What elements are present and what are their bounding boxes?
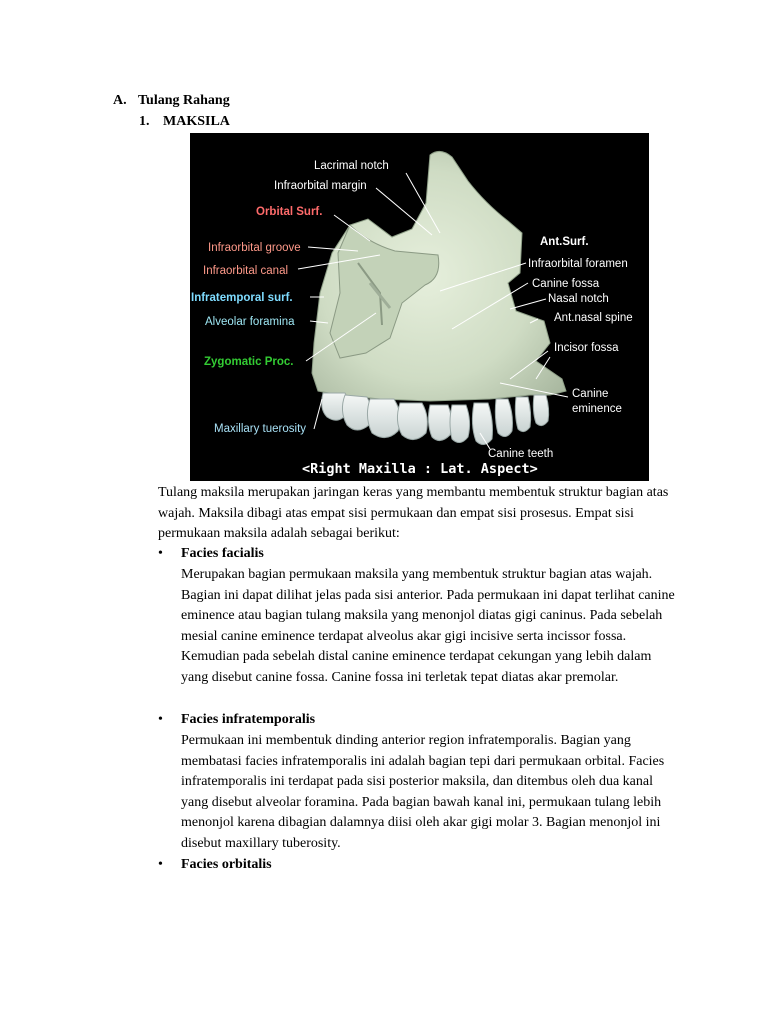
bullet-facies-infratemporalis [158,710,315,731]
maxilla-illustration [190,133,649,481]
bullet-symbol: • [158,712,163,727]
label-canine: Canine [572,388,609,400]
maxilla-figure [190,133,649,481]
label-infraorbital-margin: Infraorbital margin [274,180,367,192]
label-nasal-notch: Nasal notch [548,293,609,305]
label-ant-surf: Ant.Surf. [540,236,589,248]
label-maxillary-tuerosity: Maxillary tuerosity [214,423,307,435]
label-infratemporal-surf: Infratemporal surf. [191,292,293,304]
bullet-title: Facies infratemporalis [181,712,316,727]
bullet-facies-orbitalis [158,855,272,876]
label-canine-fossa: Canine fossa [532,278,600,290]
bullet-symbol: • [158,857,163,872]
section-heading [113,93,230,109]
bullet-title: Facies orbitalis [181,857,272,872]
bullet-symbol: • [158,546,163,561]
label-lacrimal-notch: Lacrimal notch [314,160,389,172]
intro-paragraph: Tulang maksila merupakan jaringan keras yang membantu membentuk struktur bagian atas wajah. Maksila dibagi atas empat sisi permukaan dan empat sisi prosesus. Empat sisi permukaan maksila adalah sebagai berikut: [158,485,669,542]
label-canine-teeth: Canine teeth [488,448,554,460]
subsection-number: 1. [139,114,150,129]
bullet-paragraph: Permukaan ini membentuk dinding anterior region infratemporalis. Bagian yang membatasi facies infratemporalis ini adalah bagian tepi dari permukaan orbital. Facies infratemporalis ini terdapat pada sisi posterior maksila, dan ditembus oleh dua kanal yang disebut alveolar foramina. Pada bagian bawah kanal ini, permukaan tulang lebih menonjol karena dibagian dalamnya diisi oleh akar gigi molar 3. Bagian menonjol ini disebut maxillary tuberosity. [181,733,665,851]
label-incisor-fossa: Incisor fossa [554,342,619,354]
label-alveolar-foramina: Alveolar foramina [205,316,295,328]
subsection-title: MAKSILA [163,114,230,129]
label-ant-nasal-spine: Ant.nasal spine [554,312,633,324]
bullet-facies-facialis [158,544,264,565]
label-zygomatic-proc: Zygomatic Proc. [204,356,294,368]
label-infraorbital-canal: Infraorbital canal [203,265,289,277]
section-title: Tulang Rahang [138,93,230,108]
bullet-paragraph: Merupakan bagian permukaan maksila yang membentuk struktur bagian atas wajah. Bagian ini dapat dilihat jelas pada sisi anterior. Pada permukaan ini dapat terlihat canine eminence atau bagian tulang maksila yang menonjol diatas gigi caninus. Pada sebelah mesial canine eminence terdapat alveolus akar gigi incisive serta incissor fossa. Kemudian pada sebelah distal canine eminence terdapat cekungan yang lebih dalam yang disebut canine fossa. Canine fossa ini terletak tepat diatas akar premolar. [181,567,675,685]
subsection-heading [139,114,230,130]
label-orbital-surf: Orbital Surf. [256,206,323,218]
label-infraorbital-groove: Infraorbital groove [208,242,301,254]
label-eminence: eminence [572,403,622,415]
section-letter: A. [113,93,127,108]
label-infraorbital-foramen: Infraorbital foramen [528,258,628,270]
bullet-title: Facies facialis [181,546,264,561]
figure-caption: <Right Maxilla : Lat. Aspect> [302,461,538,477]
